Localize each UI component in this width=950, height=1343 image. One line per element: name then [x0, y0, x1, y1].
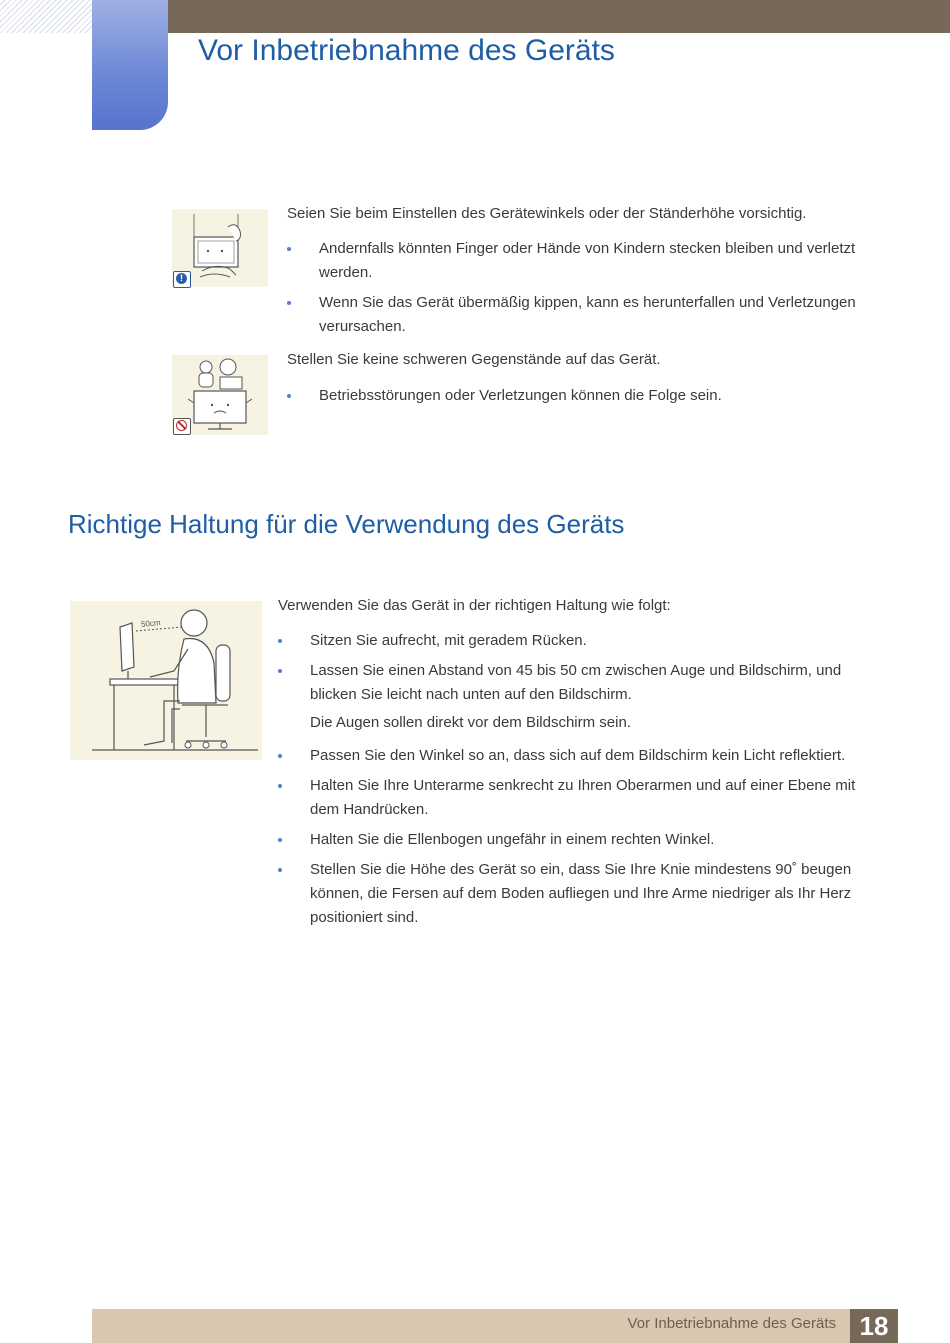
block2-intro: Stellen Sie keine schweren Gegenstände auf das Gerät.: [287, 351, 661, 368]
section-intro: Verwenden Sie das Gerät in der richtigen Haltung wie folgt:: [278, 597, 671, 614]
list-item: Halten Sie die Ellenbogen ungefähr in einem rechten Winkel.: [278, 828, 868, 852]
header-hatch-pattern: [0, 0, 92, 33]
page-title: Vor Inbetriebnahme des Geräts: [198, 34, 615, 67]
list-item-note: Die Augen sollen direkt vor dem Bildschirm sein.: [310, 714, 631, 731]
chapter-tab: [92, 0, 168, 130]
bullet-dot-icon: [287, 247, 291, 251]
posture-illustration: [70, 601, 262, 760]
list-item: Halten Sie Ihre Unterarme senkrecht zu Ihren Oberarmen und auf einer Ebene mit dem Handrücken.: [278, 774, 868, 822]
list-item: Stellen Sie die Höhe des Gerät so ein, dass Sie Ihre Knie mindestens 90˚ beugen können, die Fersen auf dem Boden aufliegen und Ihre Arme niedriger als Ihr Herz positioniert sind.: [278, 858, 868, 930]
header-bar: [168, 0, 950, 33]
bullet-dot-icon: [287, 301, 291, 305]
list-item: Passen Sie den Winkel so an, dass sich auf dem Bildschirm kein Licht reflektiert.: [278, 744, 868, 768]
list-item: Sitzen Sie aufrecht, mit geradem Rücken.: [278, 629, 868, 653]
bullet-dot-icon: [278, 784, 282, 788]
posture-bullet-list: [278, 629, 868, 930]
list-item: Andernfalls könnten Finger oder Hände von Kindern stecken bleiben und verletzt werden.: [287, 237, 857, 285]
bullet-dot-icon: [278, 754, 282, 758]
block2-bullet-list: [287, 384, 857, 408]
bullet-dot-icon: [278, 639, 282, 643]
block1-intro: Seien Sie beim Einstellen des Gerätewinkels oder der Ständerhöhe vorsichtig.: [287, 205, 807, 222]
block1-bullet-list: [287, 237, 857, 339]
bullet-dot-icon: [287, 394, 291, 398]
footer-chapter-title: Vor Inbetriebnahme des Geräts: [627, 1315, 836, 1332]
bullet-dot-icon: [278, 838, 282, 842]
section-title: Richtige Haltung für die Verwendung des Geräts: [68, 509, 625, 539]
distance-label: 50cm: [140, 618, 161, 629]
list-item: Lassen Sie einen Abstand von 45 bis 50 cm zwischen Auge und Bildschirm, und blicken Sie leicht nach unten auf den Bildschirm.: [278, 659, 868, 707]
list-item: Wenn Sie das Gerät übermäßig kippen, kann es herunterfallen und Verletzungen verursachen.: [287, 291, 857, 339]
list-item: Betriebsstörungen oder Verletzungen können die Folge sein.: [287, 384, 857, 408]
prohibited-icon: [173, 418, 191, 435]
bullet-dot-icon: [278, 669, 282, 673]
page-number: 18: [850, 1309, 898, 1343]
caution-icon: !: [173, 271, 191, 288]
bullet-dot-icon: [278, 868, 282, 872]
